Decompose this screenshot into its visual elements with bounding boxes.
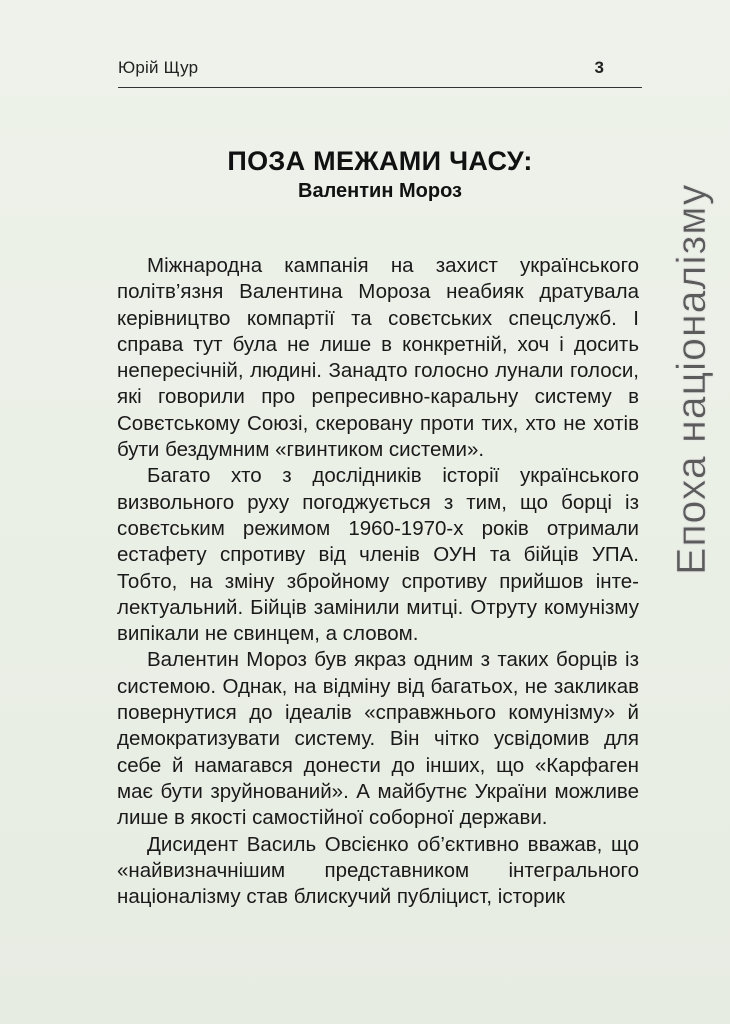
chapter-subtitle: Валентин Мороз xyxy=(298,180,462,202)
paragraph: Багато хто з дослідників історії українського визвольного руху погоджується з тим, що борці із совєтським режимом 1960-1970-х років отримали естафету спротиву від членів ОУН та бійців УПА. Тобто, на зміну збройному спротиву прийшов інтелектуальний. Бійців замінили митці. Отруту комунізму випікали не свинцем, а словом. xyxy=(117,464,639,646)
paragraph: Дисидент Василь Овсієнко об’єктивно вважав, що «найвизначнішим представником інтегрального націоналізму став блискучий публіцист, історик xyxy=(117,832,639,909)
paragraph: Валентин Мороз був якраз одним з таких борців із системою. Однак, на відміну від багатьох, не закликав повернутися до ідеалів «справжнього комунізму» й демократизувати систему. Він чітко усвідомив для себе й намагався донести до інших, що «Карфаген має бути зруйнований». А майбутнє України можливе лише в якості самостійної соборної держави. xyxy=(117,648,639,830)
paragraph: Міжнародна кампанія на захист українського політв’язня Валентина Мороза неабияк дратувала керівництво компартії та совєтських спецслужб. І справа тут була не лише в конкретній, хоч і досить непересічній, людині. Занадто голосно лунали голоси, які говорили про репресивно-каральну систему в Совєтському Союзі, скеровану проти тих, хто не хотів бути бездумним «гвинтиком системи». xyxy=(117,254,639,462)
chapter-title: ПОЗА МЕЖАМИ ЧАСУ: xyxy=(227,146,533,176)
body-text xyxy=(117,253,639,910)
side-book-title-text: Епоха націоналізму xyxy=(668,183,714,575)
header-rule xyxy=(118,87,642,88)
page-number: 3 xyxy=(594,58,604,77)
header-author: Юрій Щур xyxy=(118,58,199,77)
running-header xyxy=(118,58,642,84)
